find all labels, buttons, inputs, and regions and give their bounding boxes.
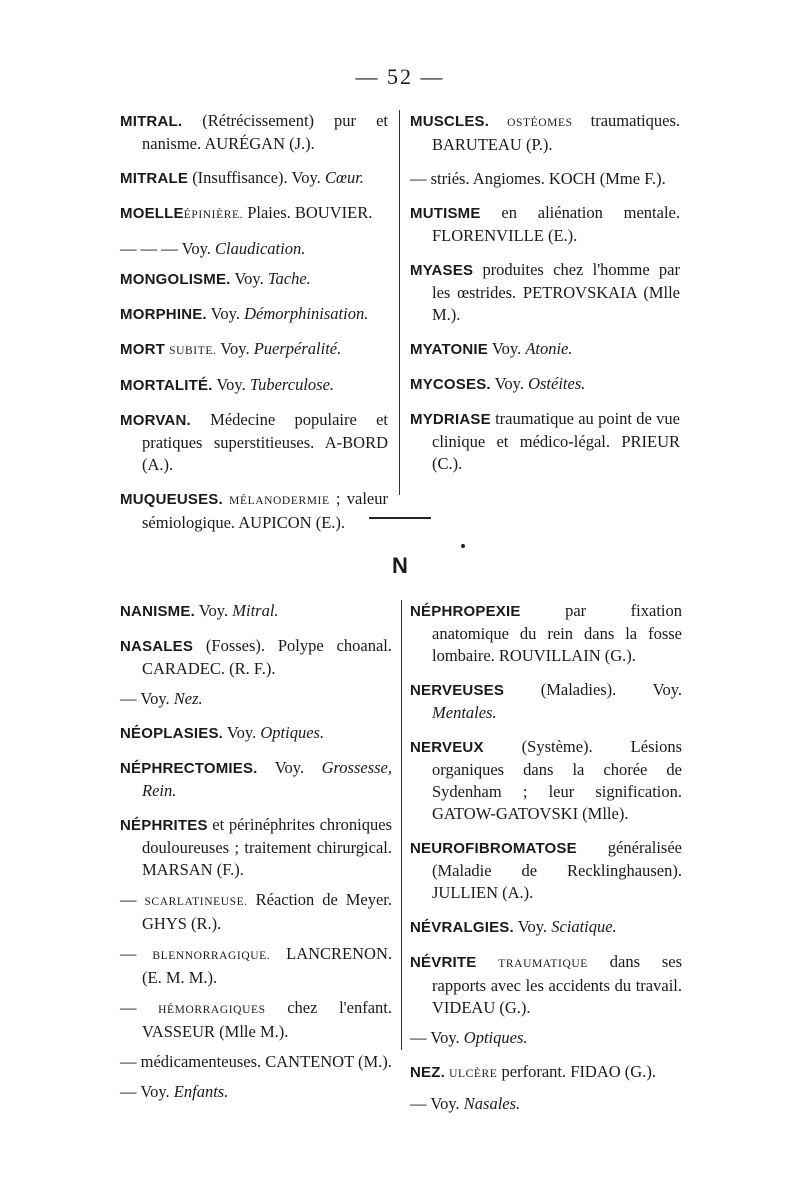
entry-text: Voy. [216,339,254,358]
entry-text: généralisée (Maladie de Recklinghausen). JULLIEN (A.). [432,838,682,902]
index-entry-nanisme [120,600,392,623]
index-entry-nerveux [410,736,682,825]
entry-text: Voy. [230,269,268,288]
headword: MORTALITÉ. [120,377,213,394]
index-column-right-bottom [410,600,682,1127]
index-entry-nez [410,1061,682,1085]
entry-text: — [120,998,159,1017]
entry-text [489,111,507,130]
index-entry-myases [410,259,680,326]
index-entry-nerveuses [410,679,682,724]
cross-reference: Optiques. [463,1028,528,1047]
index-entry-nevralgies [410,916,682,939]
headword: NÉVRITE [410,954,477,971]
headword: MORVAN. [120,412,191,429]
headword: MONGOLISME. [120,271,231,288]
headword: NÉVRALGIES. [410,919,514,936]
index-entry-myatonie [410,338,680,361]
headword: MYCOSES. [410,376,491,393]
headword: NERVEUSES [410,682,505,699]
cross-reference: Puerpéralité. [253,339,342,358]
entry-text: (Rétrécissement) pur et nanisme. AURÉGAN (J.). [142,111,388,153]
entry-text: (Système). Lésions organiques dans la chorée de Sydenham ; leur signification. GATOW-GATOVSKI (Mlle). [432,737,682,823]
headword: MUTISME [410,205,481,222]
entry-text: Voy. [257,758,322,777]
index-entry-neurofibromatose [410,837,682,904]
cross-reference: Nasales. [463,1094,521,1113]
entry-text: perforant. FIDAO (G.). [497,1062,656,1081]
headword: MYDRIASE [410,411,491,428]
small-caps-qualifier: SUBITE. [169,345,217,357]
index-entry-mort [120,338,388,362]
index-entry-muscles-sub [410,168,680,190]
small-caps-qualifier: TRAUMATIQUE [498,958,588,970]
entry-text: — [120,944,153,963]
cross-reference: Sciatique. [551,917,617,936]
section-letter: N [392,553,408,578]
headword: NEZ. [410,1064,445,1081]
entry-text: par fixation anatomique du rein dans la fosse lombaire. ROUVILLAIN (G.). [432,601,682,665]
entry-text: — Voy. [410,1028,464,1047]
index-column-left-bottom [120,600,392,1115]
entry-text: Voy. [490,374,529,393]
index-entry-nephrites-hemor [120,997,392,1043]
cross-reference: Atonie. [525,339,573,358]
index-entry-nephrectomies [120,757,392,802]
cross-reference: Optiques. [260,723,325,742]
headword: NÉPHROPEXIE [410,603,521,620]
headword: MYASES [410,262,474,279]
small-caps-qualifier: SCARLATINEUSE. [144,896,248,908]
cross-reference: Enfants. [173,1082,229,1101]
index-entry-morvan [120,409,388,476]
entry-text: Médecine populaire et pratiques superstitieuses. A-BORD (A.). [142,410,388,474]
headword: NANISME. [120,603,195,620]
index-entry-moelle [120,202,388,226]
entry-text: chez l'enfant. VASSEUR (Mlle M.). [142,998,392,1041]
entry-text: traumatique au point de vue clinique et médico-légal. PRIEUR (C.). [432,409,680,473]
entry-text: — striés. Angiomes. KOCH (Mme F.). [410,169,666,188]
entry-text: en aliénation mentale. FLORENVILLE (E.). [432,203,680,245]
index-entry-mitral [120,110,388,155]
headword: NEUROFIBROMATOSE [410,840,577,857]
entry-text: Voy. [513,917,552,936]
headword: MORT [120,341,165,358]
entry-text: — Voy. [120,689,174,708]
entry-text: Voy. [194,601,233,620]
stray-dot [461,544,465,548]
cross-reference: Tache. [267,269,311,288]
index-entry-muqueuses [120,488,388,534]
small-caps-qualifier: MÉLANODERMIE [229,495,330,507]
index-entry-mongolisme [120,268,388,291]
small-caps-qualifier: ÉPINIÈRE. [183,209,244,221]
cross-reference: Démorphinisation. [244,304,369,323]
small-caps-qualifier: ULCÈRE [449,1068,498,1080]
index-entry-nasales-sub [120,688,392,710]
index-entry-neoplasies [120,722,392,745]
headword: NASALES [120,638,194,655]
entry-text: et périnéphrites chroniques douloureuses ; traitement chirurgical. MARSAN (F.). [142,815,392,879]
cross-reference: Mitral. [232,601,279,620]
index-entry-mitrale [120,167,388,190]
index-entry-nez-sub [410,1093,682,1115]
small-caps-qualifier: HÉMORRAGIQUES [158,1004,266,1016]
headword: NERVEUX [410,739,484,756]
entry-text: — — — Voy. [120,239,216,258]
entry-text: (Fosses). Polype choanal. CARADEC. (R. F.). [142,636,392,678]
headword: MUSCLES. [410,113,490,130]
headword: MITRAL. [120,113,183,130]
index-entry-muscles [410,110,680,156]
index-entry-nephrites-scarl [120,889,392,935]
entry-text: Réaction de Meyer. GHYS (R.). [142,890,393,933]
index-entry-nephrites-blenn [120,943,392,989]
index-entry-nephropexie [410,600,682,667]
index-entry-nephrites [120,814,392,881]
entry-text: traumatiques. BARUTEAU (P.). [432,111,680,154]
entry-text: — Voy. [120,1082,174,1101]
entry-text: — [120,890,145,909]
index-entry-nephrites-medic [120,1051,392,1073]
entry-text: Voy. [488,339,526,358]
index-entry-morphine [120,303,388,326]
headword: MOELLE [120,205,184,222]
headword: MUQUEUSES. [120,491,223,508]
entry-text: Voy. [223,723,261,742]
page-number: — 52 — [355,64,445,89]
headword: NÉPHRITES [120,817,208,834]
cross-reference: Ostéites. [528,374,586,393]
column-divider-bottom [401,600,402,1050]
index-column-left-top [120,110,388,546]
index-entry-mydriase [410,408,680,475]
index-entry-nevrite [410,951,682,1019]
entry-text: dans ses rapports avec les accidents du travail. VIDEAU (G.). [432,952,682,1017]
index-entry-nevrite-sub [410,1027,682,1049]
headword: NÉPHRECTOMIES. [120,760,258,777]
entry-text: LANCRENON. (E. M. M.). [142,944,392,987]
index-entry-mortalite [120,374,388,397]
index-column-right-top [410,110,680,487]
entry-text: (Maladies). Voy. [504,680,682,699]
small-caps-qualifier: OSTÉOMES [507,117,573,129]
column-divider-top [399,110,400,495]
section-rule [369,517,431,519]
cross-reference: Grossesse, Rein. [142,758,392,800]
cross-reference: Mentales. [432,703,497,722]
entry-text: — médicamenteuses. CANTENOT (M.). [120,1052,392,1071]
cross-reference: Cœur. [324,168,364,187]
index-entry-moelle-sub [120,238,388,260]
index-entry-mycoses [410,373,680,396]
cross-reference: Claudication. [215,239,306,258]
index-entry-nephrites-voy [120,1081,392,1103]
headword: MORPHINE. [120,306,207,323]
cross-reference: Tuberculose. [249,375,335,394]
headword: MITRALE [120,170,189,187]
small-caps-qualifier: BLENNORRAGIQUE. [152,950,271,962]
headword: NÉOPLASIES. [120,725,224,742]
index-entry-nasales [120,635,392,680]
entry-text: (Insuffisance). Voy. [188,168,325,187]
entry-text: Voy. [206,304,245,323]
cross-reference: Nez. [173,689,203,708]
index-entry-mutisme [410,202,680,247]
entry-text: produites chez l'homme par les œstrides. PETROVSKAIA (Mlle M.). [432,260,680,324]
entry-text: Plaies. BOUVIER. [243,203,373,222]
headword: MYATONIE [410,341,489,358]
entry-text: Voy. [212,375,250,394]
entry-text: — Voy. [410,1094,464,1113]
entry-text: ; valeur sémiologique. AUPICON (E.). [142,489,388,532]
entry-text [476,952,498,971]
